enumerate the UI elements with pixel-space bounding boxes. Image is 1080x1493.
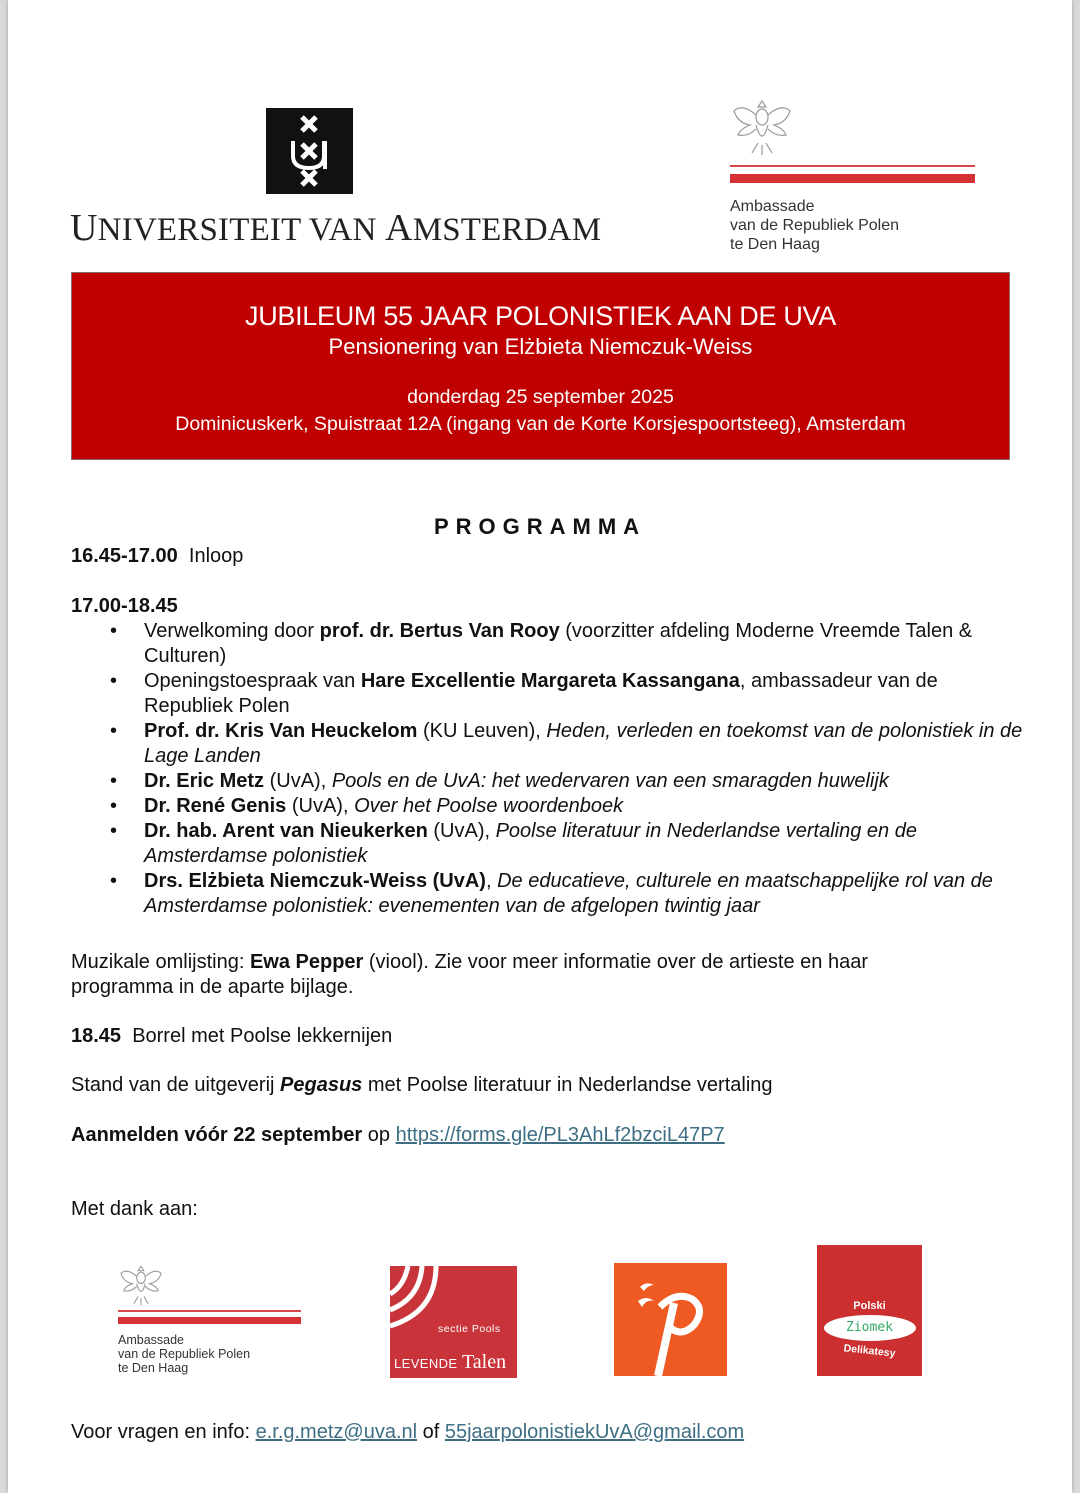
list-item: • Dr. Eric Metz (UvA), Pools en de UvA: het wedervaren van een smaragden huwelijk [79, 769, 1029, 794]
list-item: • Verwelkoming door prof. dr. Bertus Van Rooy (voorzitter afdeling Moderne Vreemde Talen & Culturen) [79, 619, 1029, 669]
uva-crosses-icon [266, 108, 353, 194]
slot-time: 17.00-18.45 [71, 595, 178, 617]
programma-heading: PROGRAMMA [433, 514, 647, 539]
polish-eagle-icon [118, 1262, 164, 1308]
event-title: JUBILEUM 55 JAAR POLONISTIEK AAN DE UVA [245, 301, 836, 331]
programma-list [79, 619, 1029, 919]
stand-line: Stand van de uitgeverij Pegasus met Poolse literatuur in Nederlandse vertaling [71, 1074, 773, 1096]
borrel-line: 18.45 Borrel met Poolse lekkernijen [71, 1025, 393, 1047]
music-note: Muzikale omlijsting: Ewa Pepper (viool). Zie voor meer informatie over de artieste en haar programma in de aparte bijlage. [71, 951, 869, 998]
event-banner [71, 272, 1010, 460]
event-subtitle: Pensionering van Elżbieta Niemczuk-Weiss [328, 334, 753, 359]
contact-line: Voor vragen en info: e.r.g.metz@uva.nl of 55jaarpolonistiekUvA@gmail.com [71, 1421, 745, 1443]
embassy-logo [730, 95, 975, 254]
list-item: • Dr. hab. Arent van Nieukerken (UvA), Poolse literatuur in Nederlandse vertaling en de Amsterdamse polonistiek [79, 819, 1029, 869]
email-link-gmail[interactable]: 55jaarpolonistiekUvA@gmail.com [444, 1421, 745, 1443]
sponsor-logo-polski-ziomek: Polski Ziomek Delikatesy [817, 1245, 922, 1376]
event-location: Dominicuskerk, Spuistraat 12A (ingang van de Korte Korsjespoortsteeg), Amsterdam [175, 413, 906, 435]
slot-time: 16.45-17.00 [71, 545, 178, 567]
slot-label: Inloop [188, 545, 244, 567]
registration-link[interactable]: https://forms.gle/PL3AhLf2bzciL47P7 [395, 1124, 725, 1146]
email-link-metz[interactable]: e.r.g.metz@uva.nl [255, 1421, 418, 1443]
embassy-line: van de Republiek Polen [730, 217, 900, 234]
divider-thick [730, 174, 975, 183]
event-date: donderdag 25 september 2025 [407, 386, 674, 408]
divider-thin [730, 165, 975, 167]
list-item: • Drs. Elżbieta Niemczuk-Weiss (UvA), De educatieve, culturele en maatschappelijke rol van de Amsterdamse polonistiek: evenementen van de afgelopen twintig jaar [79, 869, 1029, 919]
embassy-line: Ambassade [730, 198, 815, 215]
embassy-line: te Den Haag [730, 236, 820, 253]
polish-eagle-icon [730, 95, 794, 159]
sponsor-logo-embassy: Ambassade van de Republiek Polen te Den Haag [118, 1262, 301, 1375]
uva-wordmark: UNIVERSITEIT VAN AMSTERDAM [70, 207, 602, 249]
thanks-label: Met dank aan: [71, 1198, 198, 1220]
document-page [8, 0, 1072, 1493]
pegasus-p-icon [614, 1263, 727, 1376]
sponsor-logo-levende-talen: sectie Pools LEVENDE Talen [390, 1266, 517, 1378]
list-item: • Prof. dr. Kris Van Heuckelom (KU Leuven), Heden, verleden en toekomst van de polonistiek in de Lage Landen [79, 719, 1029, 769]
list-item: • Openingstoespraak van Hare Excellentie Margareta Kassangana, ambassadeur van de Republiek Polen [79, 669, 1029, 719]
list-item: • Dr. René Genis (UvA), Over het Poolse woordenboek [79, 794, 1029, 819]
slot-main [71, 594, 1021, 619]
slot-inloop [71, 544, 1021, 569]
sponsor-logo-pegasus [614, 1263, 727, 1376]
register-line: Aanmelden vóór 22 september op https://forms.gle/PL3AhLf2bzciL47P7 [71, 1124, 725, 1146]
